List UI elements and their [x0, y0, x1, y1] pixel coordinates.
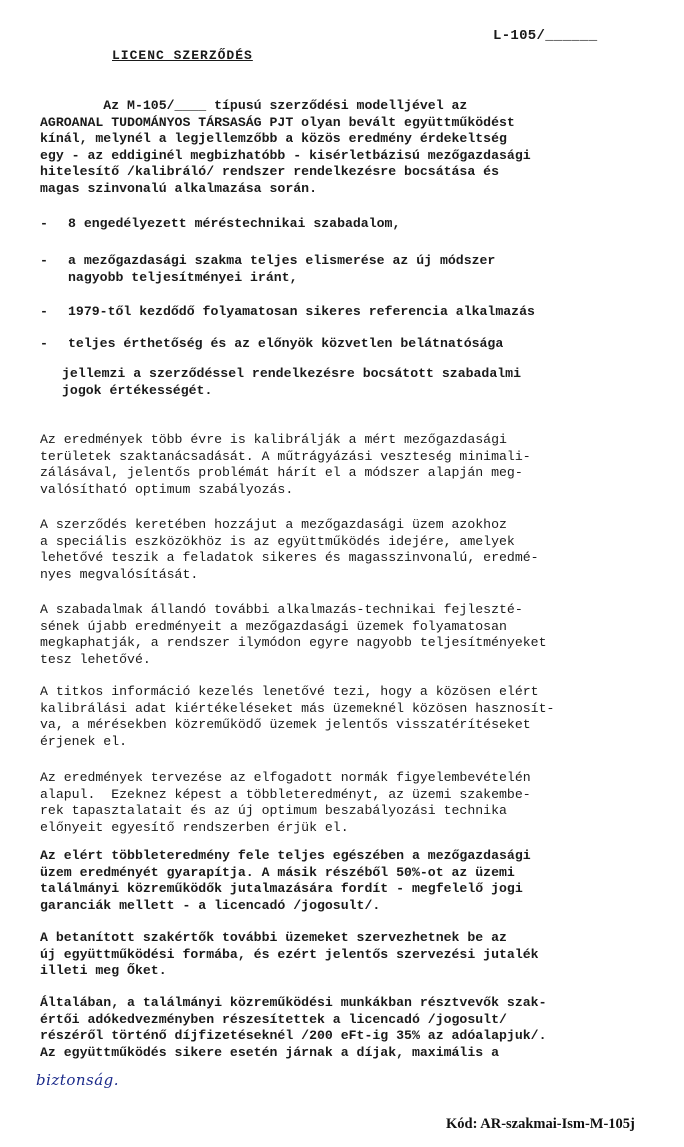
closing-paragraph: jellemzi a szerződéssel rendelkezésre bocsátott szabadalmi jogok értékességét.: [62, 366, 521, 398]
list-dash: -: [40, 253, 48, 268]
body-paragraph: A titkos információ kezelés lenetővé tezi, hogy a közösen elért kalibrálási adat kiértékeléseket más üzemeknél közösen hasznosít- va, a mérésekben közreműködő üzemek jelentős visszatérítéseket érjenek el.: [40, 684, 555, 749]
body-paragraph: A betanított szakértők további üzemeket szervezhetnek be az új együttműködési formába, és ezért jelentős szervezési jutalék illeti meg Őket.: [40, 930, 539, 978]
list-item-text: teljes érthetőség és az előnyök közvetlen belátnatósága: [68, 336, 504, 351]
body-paragraph: Az elért többleteredmény fele teljes egészében a mezőgazdasági üzem eredményét gyarapítja. A másik részéből 50%-ot az üzemi találmányi közreműködők jutalmazására fordít - megfelelő jogi garanciák mellett - a licencadó /jogosult/.: [40, 848, 531, 913]
body-paragraph: A szabadalmak állandó további alkalmazás-technikai fejleszté- sének újabb eredményeit a mezőgazdasági üzemek folyamatosan megkaphatják, a rendszer ilymódon egyre nagyobb teljesítményeket tesz lehetővé.: [40, 602, 547, 667]
handwritten-note: biztonság.: [36, 1071, 120, 1089]
body-paragraph: Az eredmények több évre is kalibrálják a mért mezőgazdasági területek szaktanácsadását. A műtrágyázási veszteség minimali- zálásával, jelentős problémát hárít el a módszer alapján meg- valósítható optimum szabályozás.: [40, 432, 531, 497]
document-title: LICENC SZERZŐDÉS: [112, 48, 253, 63]
list-item-text: 8 engedélyezett méréstechnikai szabadalom,: [68, 216, 401, 231]
body-paragraph: Az eredmények tervezése az elfogadott normák figyelembevételén alapul. Ezeknez képest a többleteredményt, az üzemi szakembe- rek tapasztalatait és az új optimum beszabályozási technika előnyeit egyesítő rendszerben érjük el.: [40, 770, 531, 835]
document-code: Kód: AR-szakmai-Ism-M-105j: [446, 1116, 635, 1132]
intro-paragraph: Az M-105/____ típusú szerződési modelljével az AGROANAL TUDOMÁNYOS TÁRSASÁG PJT olyan bevált együttműködést kínál, melynél a legjellemzőbb a közös eredmény érdekeltség egy - az eddiginél megbizhatóbb - kisérletbázisú mezőgazdasági hitelesítő /kalibráló/ rendszer rendelkezésre bocsátása és magas szinvonalú alkalmazása során.: [40, 98, 531, 196]
body-paragraph: A szerződés keretében hozzájut a mezőgazdasági üzem azokhoz a speciális eszközökhöz is az együttműködés idejére, amelyek lehetővé teszik a feladatok sikeres és magasszinvonalú, eredmé- nyes megvalósítását.: [40, 517, 539, 582]
list-dash: -: [40, 304, 48, 319]
list-dash: -: [40, 336, 48, 351]
list-item-text: a mezőgazdasági szakma teljes elismerése az új módszer nagyobb teljesítményei iránt,: [68, 253, 496, 285]
document-number: L-105/______: [493, 28, 598, 44]
list-dash: -: [40, 216, 48, 231]
body-paragraph: Általában, a találmányi közreműködési munkákban résztvevők szak- értői adókedvezményben részesítettek a licencadó /jogosult/ részéről történő díjfizetéseknél /200 eFt-ig 35% az adóalapjuk/. Az együttműködés sikere esetén járnak a díjak, maximális a: [40, 995, 547, 1060]
list-item-text: 1979-től kezdődő folyamatosan sikeres referencia alkalmazás: [68, 304, 535, 319]
